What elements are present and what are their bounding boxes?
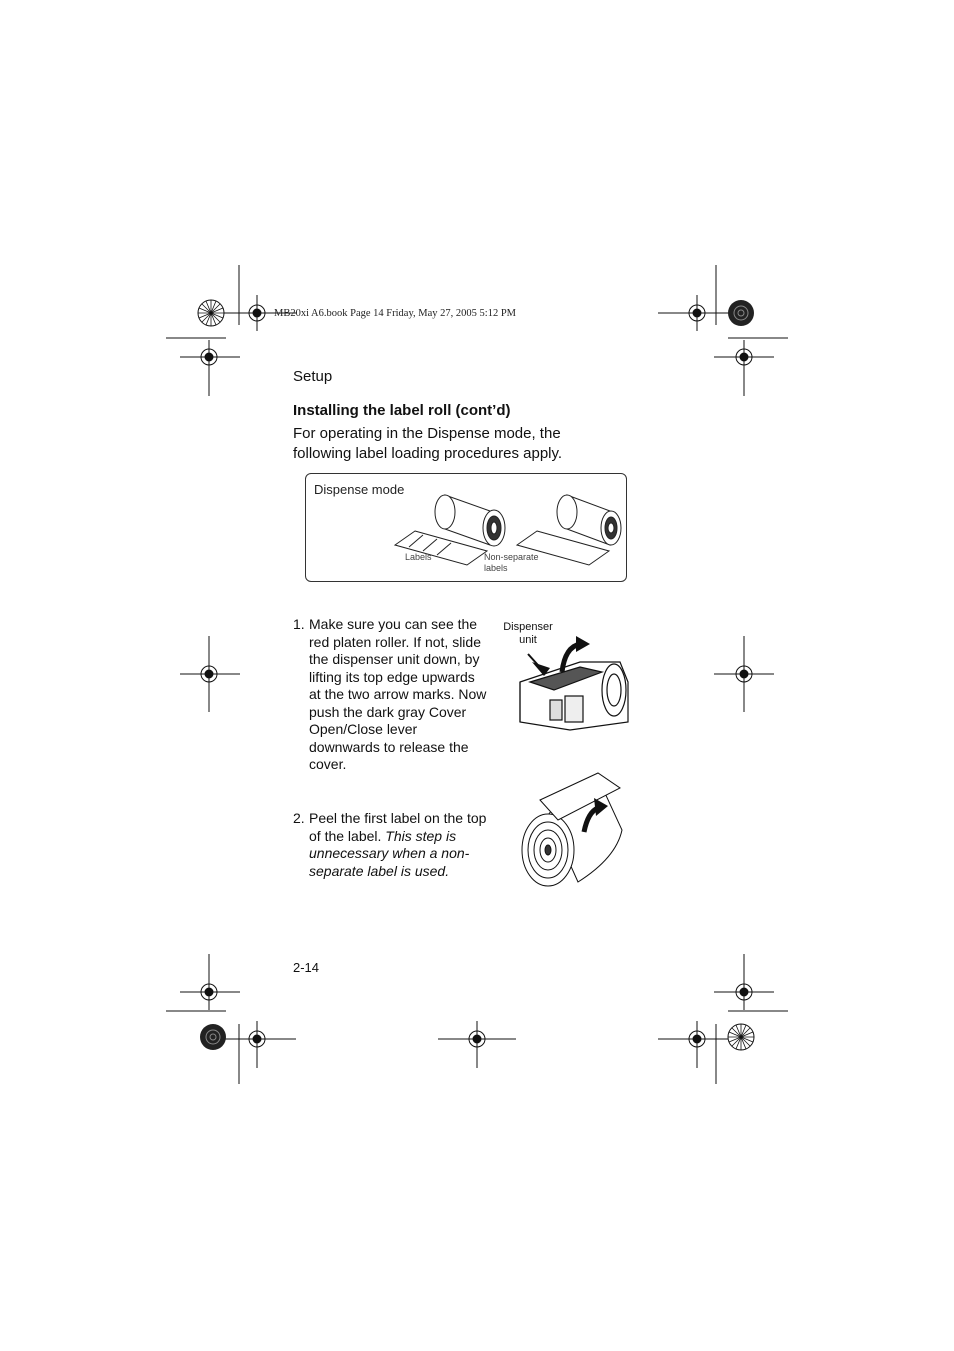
register-mark-icon — [714, 636, 774, 712]
step-instruction: Peel the first label on the top of the label. — [309, 810, 487, 844]
register-mark-icon — [658, 295, 736, 331]
register-mark-icon — [180, 954, 240, 1010]
step-text — [309, 810, 489, 880]
step-number: 1. — [293, 616, 305, 632]
non-separate-labels-caption: Non-separate labels — [484, 552, 539, 573]
intro-paragraph: For operating in the Dispense mode, the following label loading procedures apply. — [293, 425, 563, 462]
peel-label-illustration — [518, 770, 630, 892]
register-mark-icon — [714, 954, 774, 1010]
label-rolls-illustration — [305, 473, 627, 582]
solid-disk-mark-icon — [200, 1024, 226, 1050]
register-mark-icon — [180, 340, 240, 396]
step-text: Make sure you can see the red platen roller. If not, slide the dispenser unit down, by lifting its top edge upwards at the two arrow marks. Now push the dark gray Cover Open/Close lever downwards to release the cover. — [309, 616, 487, 772]
solid-disk-mark-icon — [728, 300, 754, 326]
file-header: MB20xi A6.book Page 14 Friday, May 27, 2005 5:12 PM — [274, 308, 516, 319]
step-1 — [293, 616, 489, 774]
register-mark-icon — [658, 1021, 736, 1068]
labels-caption: Labels — [405, 552, 432, 562]
page-heading: Installing the label roll (cont’d) — [293, 402, 511, 419]
register-mark-icon — [218, 1021, 296, 1068]
step-number: 2. — [293, 810, 305, 826]
register-mark-icon — [714, 340, 774, 396]
step-note: This step is unnecessary when a non-separate label is used. — [309, 827, 470, 879]
printer-dispenser-illustration — [510, 632, 635, 732]
page-number: 2-14 — [293, 960, 320, 975]
starburst-mark-icon — [198, 300, 224, 326]
dispenser-unit-callout: Dispenser unit — [503, 621, 553, 646]
register-mark-icon — [438, 1021, 516, 1068]
register-mark-icon — [180, 636, 240, 712]
step-2 — [293, 810, 489, 880]
figure-title: Dispense mode — [314, 482, 405, 497]
section-label: Setup — [293, 368, 333, 385]
starburst-mark-icon — [728, 1024, 754, 1050]
